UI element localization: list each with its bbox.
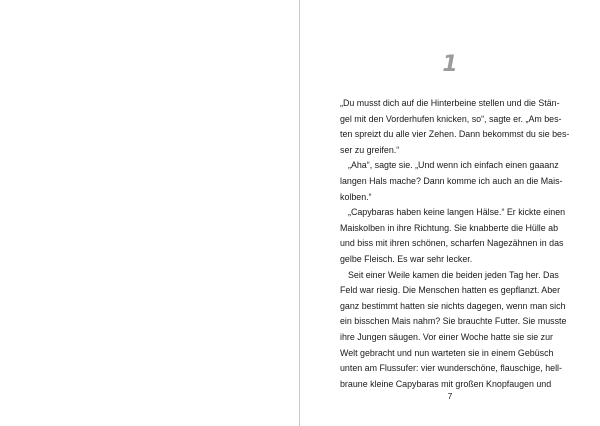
text-line: ihre Jungen säugen. Vor einer Woche hatte sie sie zur xyxy=(340,331,553,342)
text-line: langen Hals mache? Dann komme ich auch an die Mais- xyxy=(340,175,563,186)
text-line: „Aha“, sagte sie. „Und wenn ich einfach einen gaaanz xyxy=(348,160,559,171)
text-line: ein bisschen Mais nahm? Sie brauchte Futter. Sie musste xyxy=(340,316,567,327)
text-line: Feld war riesig. Die Menschen hatten es gepflanzt. Aber xyxy=(340,285,561,296)
right-page xyxy=(300,0,600,426)
text-line: gelbe Fleisch. Es war sehr lecker. xyxy=(340,253,473,264)
page-number: 7 xyxy=(447,391,453,401)
text-line: Maiskolben in ihre Richtung. Sie knabberte die Hülle ab xyxy=(340,222,559,233)
text-line: „Capybaras haben keine langen Hälse.“ Er kickte einen xyxy=(348,207,566,218)
text-line: kolben.“ xyxy=(340,191,372,202)
text-line: „Du musst dich auf die Hinterbeine stellen und die Stän- xyxy=(340,98,560,108)
text-line: ten spreizt du alle vier Zehen. Dann bekommst du sie bes- xyxy=(340,129,570,140)
text-line: Seit einer Weile kamen die beiden jeden Tag her. Das xyxy=(348,269,559,280)
left-page xyxy=(0,0,299,426)
text-line: braune kleine Capybaras mit großen Knopfaugen und xyxy=(340,378,552,389)
chapter-number: 1 xyxy=(442,52,458,77)
text-line: unten am Flussufer: vier wunderschöne, flauschige, hell- xyxy=(340,363,562,374)
body-text xyxy=(340,96,570,392)
text-line: Welt gebracht und nun warteten sie in einem Gebüsch xyxy=(340,347,554,358)
text-line: ser zu greifen.“ xyxy=(340,144,400,155)
text-line: und biss mit ihren schönen, scharfen Nagezähnen in das xyxy=(340,238,564,249)
text-line: gel mit den Vorderhufen knicken, so“, sagte er. „Am bes- xyxy=(340,113,562,124)
text-line: ganz bestimmt hatten sie nichts dagegen, wenn man sich xyxy=(340,300,566,311)
